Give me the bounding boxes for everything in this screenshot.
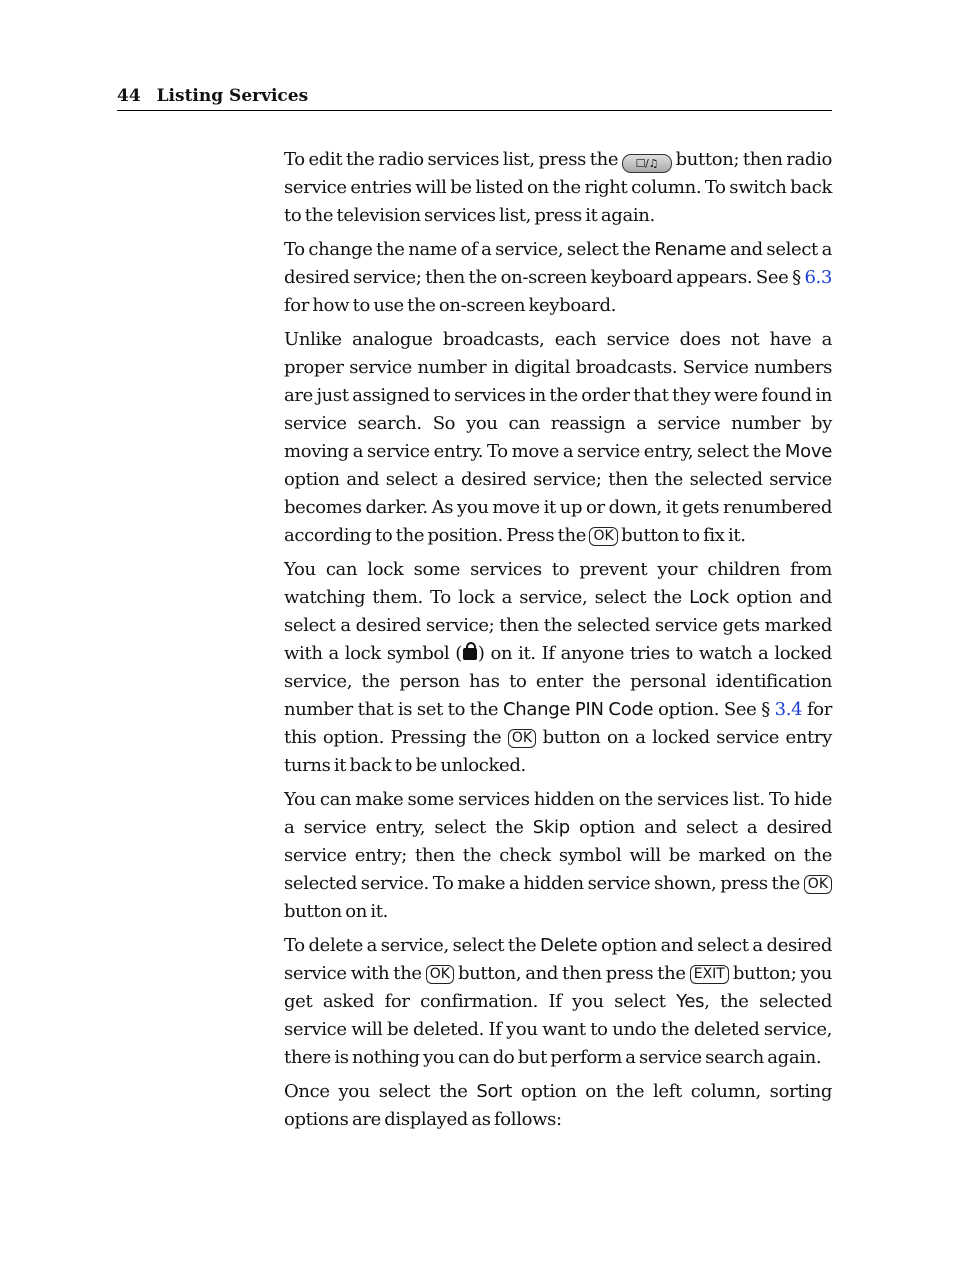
text: ) on it. If anyone tries to watch a locked service, the person has to enter the personal identification number that is set to the [284, 643, 832, 720]
section-title: Listing Services [156, 86, 309, 106]
text: for how to use the on-screen keyboard. [284, 295, 617, 316]
text: for this option. Pressing the [284, 699, 832, 748]
option-move: Move [784, 441, 832, 462]
text: button; you get asked for confirmation. If you select [284, 963, 833, 1012]
paragraph-sort [284, 1078, 832, 1134]
text: option on the left column, sorting options are displayed as follows: [284, 1081, 833, 1130]
text: button to fix it. [621, 525, 746, 546]
text: button on it. [284, 901, 389, 922]
text: option and select a desired service; then the selected service becomes darker. As you move it up or down, it gets renumbered according to the position. Press the [284, 469, 832, 546]
text: button on a locked service entry turns it back to be unlocked. [284, 727, 833, 776]
section-link-6-3[interactable]: 6.3 [804, 267, 833, 288]
text: To change the name of a service, select the [284, 239, 651, 260]
option-yes: Yes [676, 991, 705, 1012]
paragraph-rename [284, 236, 832, 320]
page-number: 44 [117, 86, 141, 106]
text: button; then radio service entries will be listed on the right column. To switch back to the television services list, press it again. [284, 149, 832, 226]
paragraph-move [284, 326, 832, 550]
text: To edit the radio services list, press the [284, 149, 619, 170]
text: You can make some services hidden on the services list. To hide a service entry, select the [284, 789, 832, 838]
text: button, and then press the [457, 963, 686, 984]
option-sort: Sort [476, 1081, 513, 1102]
text: Unlike analogue broadcasts, each service does not have a proper service number in digital broadcasts. Service numbers are just assigned to services in the order that they were found in service search. So you can reassign a service number by moving a service entry. To move a service entry, select the [284, 329, 832, 462]
ok-key-icon: OK [589, 527, 617, 546]
ok-key-icon: OK [804, 875, 832, 894]
text: You can lock some services to prevent your children from watching them. To lock a service, select the [284, 559, 832, 608]
text: option and select a desired service with the [284, 935, 833, 984]
option-change-pin-code: Change PIN Code [502, 699, 654, 720]
ok-key-icon: OK [508, 729, 536, 748]
text: option. See § [658, 699, 770, 720]
lock-icon [463, 648, 477, 660]
option-skip: Skip [532, 817, 570, 838]
ok-key-icon: OK [426, 965, 454, 984]
text: and select a desired service; then the on-screen keyboard appears. See § [284, 239, 833, 288]
option-rename: Rename [654, 239, 727, 260]
exit-key-icon: EXIT [690, 965, 729, 984]
section-link-3-4[interactable]: 3.4 [774, 699, 803, 720]
paragraph-skip [284, 786, 832, 926]
paragraph-delete [284, 932, 832, 1072]
running-header [117, 86, 832, 111]
paragraph-radio-list [284, 146, 832, 230]
text: , the selected service will be deleted. If you want to undo the deleted service, there is nothing you can do but perform a service search again. [284, 991, 832, 1068]
body-text [284, 146, 832, 1140]
text: To delete a service, select the [284, 935, 537, 956]
tv-radio-button-icon: ☐/♫ [622, 154, 672, 173]
text: Once you select the [284, 1081, 468, 1102]
option-lock: Lock [689, 587, 729, 608]
text: option and select a desired service entry; then the check symbol will be marked on the selected service. To make a hidden service shown, press the [284, 817, 833, 894]
paragraph-lock [284, 556, 832, 780]
text: option and select a desired service; then the selected service gets marked with a lock symbol ( [284, 587, 833, 664]
option-delete: Delete [540, 935, 598, 956]
